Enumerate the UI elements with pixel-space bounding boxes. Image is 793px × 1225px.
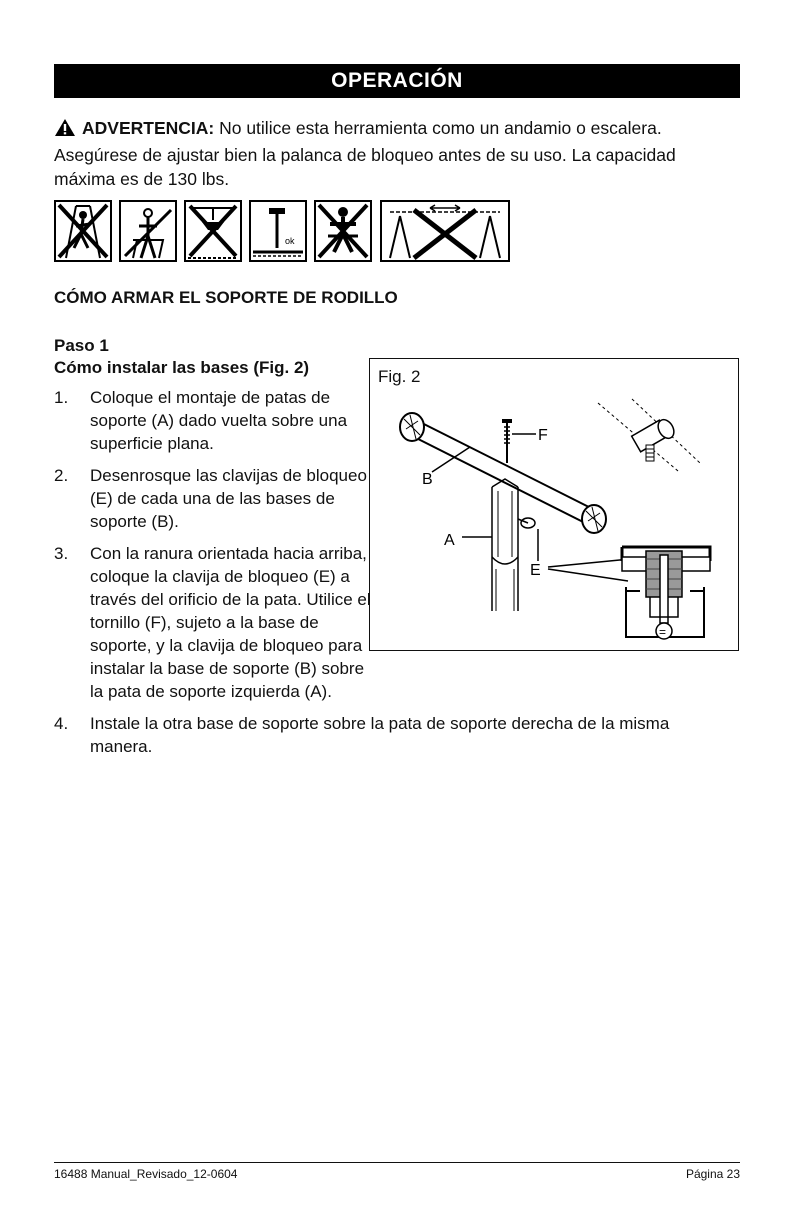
step-title: Cómo instalar las bases (Fig. 2)	[54, 358, 310, 377]
no-sit-icon	[314, 200, 372, 262]
list-item-text: Instale la otra base de soporte sobre la pata de soporte derecha de la misma manera.	[90, 714, 670, 756]
warning-paragraph	[54, 116, 754, 191]
list-item	[54, 542, 380, 703]
no-extend-icon	[380, 200, 510, 262]
list-item	[54, 464, 368, 533]
list-item-text: Con la ranura orientada hacia arriba, coloque la clavija de bloqueo (E) a través del orificio de la pata. Utilice el tornillo (F), sujeto a la base de soporte, y la clavija de bloqueo para instalar la base de soporte (B) sobre la pata de soporte izquierda (A).	[90, 544, 371, 701]
list-item-text: Desenrosque las clavijas de bloqueo (E) de cada una de las bases de soporte (B).	[90, 466, 367, 531]
footer-page-number: Página 23	[685, 1167, 740, 1181]
figure-2	[369, 358, 739, 651]
list-item-text: Coloque el montaje de patas de soporte (A) dado vuelta sobre una superficie plana.	[90, 388, 348, 453]
list-item	[54, 386, 368, 455]
list-item-number: 1.	[54, 388, 69, 407]
no-load-top-icon	[184, 200, 242, 262]
list-item-number: 4.	[54, 714, 69, 733]
list-item-number: 3.	[54, 544, 69, 563]
section-title: CÓMO ARMAR EL SOPORTE DE RODILLO	[54, 288, 398, 307]
leg-base-diagram	[370, 359, 738, 650]
no-climb-icon	[54, 200, 112, 262]
callout-f: F	[538, 427, 548, 444]
warning-label: ADVERTENCIA:	[82, 118, 215, 138]
list-item-number: 2.	[54, 466, 69, 485]
footer-document-id: 16488 Manual_Revisado_12-0604	[54, 1167, 238, 1181]
step-label: Paso 1	[54, 336, 109, 355]
ok-text: ok	[285, 236, 295, 246]
warning-triangle-icon	[54, 118, 76, 143]
callout-b: B	[422, 471, 433, 488]
callout-e: E	[530, 562, 541, 579]
no-stand-icon	[119, 200, 177, 262]
level-ground-ok-icon	[249, 200, 307, 262]
warning-text-3: máxima es de 130 lbs.	[54, 169, 230, 189]
figure-label: Fig. 2	[378, 367, 421, 386]
warning-text-1: No utilice esta herramienta como un andamio o escalera.	[214, 118, 662, 138]
callout-a: A	[444, 532, 455, 549]
equals-symbol: =	[659, 625, 667, 639]
list-item	[54, 712, 730, 758]
warning-text-2: Asegúrese de ajustar bien la palanca de bloqueo antes de su uso. La capacidad	[54, 145, 676, 165]
footer-divider	[54, 1162, 740, 1163]
section-banner: OPERACIÓN	[54, 64, 740, 98]
